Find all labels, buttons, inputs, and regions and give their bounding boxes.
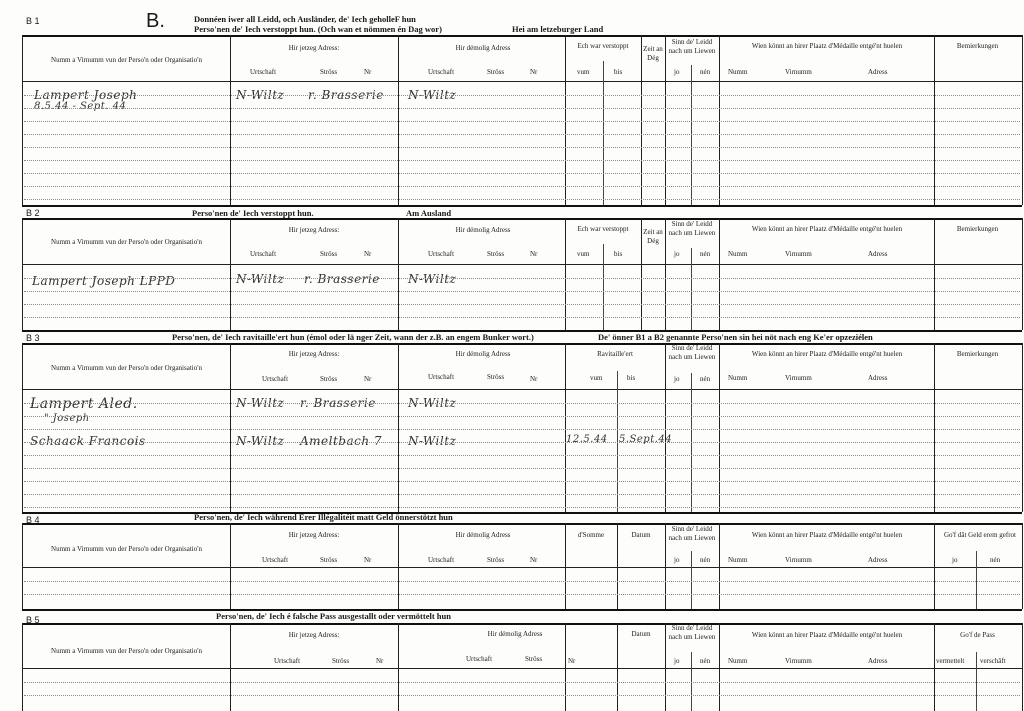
sec3-col-line [565, 343, 566, 512]
sec4-col-line [22, 523, 23, 609]
sec1-writing-line [24, 121, 1020, 122]
sec1-writing-line [24, 95, 1020, 96]
b4-sub-nr-old: Nr [530, 556, 538, 564]
sec3-col-line [1022, 343, 1023, 512]
sec5-col-line [1022, 623, 1023, 711]
sec4-col-line [565, 523, 566, 609]
b2-sub-adress: Adress [868, 250, 888, 258]
b2-sub-numm: Numm [728, 250, 748, 258]
b1-sub-urtschaft: Urtschaft [250, 68, 277, 76]
b4-col-somme: d'Somme [577, 531, 605, 539]
b4-col-name: Numm a Virnumm vun der Perso'n oder Organisatio'n [51, 545, 202, 553]
b4-sub-stross: Ströss [320, 556, 338, 564]
sec1-jo-line [691, 65, 692, 205]
sec3-writing-line [24, 507, 1020, 508]
b1-sub-jo: jo [674, 68, 680, 76]
b4-col-gof: Go'f dât Geld erem gefrot [943, 531, 1016, 539]
b2-sub-vum: vum [577, 250, 590, 258]
b4-col-current: Hir jetzeg Adress: [288, 531, 340, 539]
sec1-col-line [1022, 35, 1023, 205]
sec2-col-line [719, 218, 720, 330]
b1-col-old: Hir démolig Adress [455, 44, 511, 52]
b1-sub-virnumm: Virnumm [785, 68, 812, 76]
b3-sub-stross: Ströss [320, 375, 338, 383]
b4-sub-numm: Numm [728, 556, 748, 564]
b3-entry2-name: Schaack Francois [30, 434, 146, 448]
b2-title: Perso'nen de' Iech verstoppt hun. [192, 208, 314, 218]
sec3-writing-line [24, 494, 1020, 495]
b2-sub-stross: Ströss [320, 250, 338, 258]
b3-sub-adress: Adress [868, 374, 888, 382]
b2-sub-nr-old: Nr [530, 250, 538, 258]
b5-sub-stross-old: Ströss [525, 655, 543, 663]
b2-sub-urtschaft-old: Urtschaft [428, 250, 455, 258]
sec2-writing-line [24, 291, 1020, 292]
sec1-zeit-line [641, 35, 642, 205]
b5-col-sinn: Sinn de' Leidd nach um Liewen [668, 624, 716, 641]
b1-sub-numm: Numm [728, 68, 748, 76]
b2-col-remarks: Bemierkungen [956, 225, 999, 233]
sec5-col-line [719, 623, 720, 711]
b1-entry-name: Lampert Joseph [34, 88, 138, 102]
b4-col-medal: Wien könnt an hirer Plaatz d'Médaille entgé'nt huelen [751, 531, 903, 539]
b4-sub-urtschaft: Urtschaft [262, 556, 289, 564]
sec5-col-line [665, 623, 666, 711]
b1-sub-stross: Ströss [320, 68, 338, 76]
b3-header-rule [22, 389, 1022, 390]
b3-entry1-old: N-Wiltz [408, 396, 457, 410]
b1-sub-nen: nén [700, 68, 711, 76]
b2-entry-name: Lampert Joseph LPPD [32, 274, 176, 288]
b1-col-current: Hir jetzeg Adress: [288, 44, 340, 52]
section-letter: B. [146, 10, 165, 32]
sec2-writing-line [24, 317, 1020, 318]
sec4-col-line [934, 523, 935, 609]
sec4-writing-line [24, 581, 1020, 582]
b2-col-hidden: Ech war verstoppt [577, 225, 629, 233]
b1-col-remarks: Bemierkungen [956, 42, 999, 50]
b1-col-name: Numm a Virnumm vun der Perso'n oder Organisatio'n [51, 56, 202, 64]
b3-sub-nr-old: Nr [530, 375, 538, 383]
b4-title: Perso'nen, de' Iech während Erer Illégalitéit matt Geld önnerstötzt hun [194, 512, 453, 522]
b5-header-rule [22, 668, 1022, 669]
header-title-line1: Donnéen iwer all Leidd, och Ausländer, de' Iech geholleF hun [194, 14, 416, 24]
b1-sub-bis: bis [614, 68, 623, 76]
b2-sub-virnumm: Virnumm [785, 250, 812, 258]
b2-entry-street: r. Brasserie [304, 272, 380, 286]
sec5-writing-line [24, 695, 1020, 696]
b3-entry2-to: 5.Sept.44 [619, 434, 673, 445]
b4-sub-nr: Nr [364, 556, 372, 564]
sec2-zeit-line [641, 218, 642, 330]
b2-sub-jo: jo [674, 250, 680, 258]
b5-col-current: Hir jetzeg Adress: [288, 631, 340, 639]
b4-header-rule [22, 567, 1022, 568]
sec4-col-line [1022, 523, 1023, 609]
sec2-col-line [1022, 218, 1023, 330]
b2-entry-current: N-Wiltz [236, 272, 285, 286]
sec1-writing-line [24, 160, 1020, 161]
sec2-col-line [22, 218, 23, 330]
sec3-col-line [934, 343, 935, 512]
b5-sub-jo: jo [674, 657, 680, 665]
b1-bottom-rule [22, 205, 1022, 207]
b5-sub-adress: Adress [868, 657, 888, 665]
sec4-datum-line [617, 523, 618, 609]
sec2-col-line [565, 218, 566, 330]
sec1-vum-line [603, 61, 604, 205]
b5-sub-nr: Nr [376, 657, 384, 665]
b5-sub-verschaft: verschâft [980, 657, 1006, 665]
section-b2-label: B 2 [26, 208, 40, 218]
sec5-col-line [230, 623, 231, 711]
b5-sub-vermettelt: vermettelt [936, 657, 965, 665]
b5-sub-urtschaft: Urtschaft [274, 657, 301, 665]
sec1-writing-line [24, 199, 1020, 200]
b4-sub-nen-gof: nén [990, 556, 1001, 564]
sec4-col-line [665, 523, 666, 609]
sec1-writing-line [24, 108, 1020, 109]
sec1-col-line [719, 35, 720, 205]
sec2-col-line [398, 218, 399, 330]
b3-title: Perso'nen, de' Iech ravitaille'ert hun (émol oder lä nger Zeit, wann der z.B. an engem Bunker wort.) [172, 332, 534, 342]
sec3-writing-line [24, 468, 1020, 469]
sec3-col-line [665, 343, 666, 512]
sec1-col-line [230, 35, 231, 205]
b4-sub-adress: Adress [868, 556, 888, 564]
b1-sub-vum: vum [577, 68, 590, 76]
sec5-datum-line [617, 623, 618, 711]
b3-col-medal: Wien könnt an hirer Plaatz d'Médaille entgé'nt huelen [751, 350, 903, 358]
b5-col-name: Numm a Virnumm vun der Perso'n oder Organisatio'n [51, 647, 202, 655]
b3-entry2-street: Ameltbach 7 [300, 434, 383, 448]
sec5-col-line [934, 623, 935, 711]
section-b4-label: B 4 [26, 515, 40, 525]
sec3-writing-line [24, 403, 1020, 404]
b4-sub-stross-old: Ströss [487, 556, 505, 564]
b2-title-right: Am Ausland [406, 208, 452, 218]
sec1-col-line [22, 35, 23, 205]
sec1-col-line [565, 35, 566, 205]
b3-sub-urtschaft: Urtschaft [262, 375, 289, 383]
b2-header-rule [22, 264, 1022, 265]
sec1-writing-line [24, 134, 1020, 135]
b5-sub-stross: Ströss [332, 657, 350, 665]
sec3-writing-line [24, 416, 1020, 417]
b4-top-rule [22, 523, 1022, 525]
b3-sub-nen: nén [700, 375, 711, 383]
b3-sub-numm: Numm [728, 374, 748, 382]
sec3-col-line [230, 343, 231, 512]
sec4-jo-line [691, 551, 692, 609]
b3-col-name: Numm a Virnumm vun der Perso'n oder Organisatio'n [51, 364, 202, 372]
b2-sub-nr: Nr [364, 250, 372, 258]
b1-header-rule [22, 81, 1022, 82]
sec4-col-line [398, 523, 399, 609]
b3-sub-stross-old: Ströss [487, 373, 505, 381]
b1-entry-old: N-Wiltz [408, 88, 457, 102]
b1-sub-nr-old: Nr [530, 68, 538, 76]
section-b3-label: B 3 [26, 333, 40, 343]
b3-col-old: Hir démolig Adress [455, 350, 511, 358]
b3-sub-vum: vum [590, 374, 603, 382]
sec5-col-line [22, 623, 23, 711]
b1-entry-current: N-Wiltz [236, 88, 285, 102]
b5-title: Perso'nen, de' Iech é falsche Pass ausgestallt oder vermöttelt hun [216, 611, 451, 621]
b3-col-sinn: Sinn de' Leidd nach um Liewen [668, 344, 716, 361]
b1-top-rule [22, 35, 1022, 37]
b3-entry2-from: 12.5.44 [566, 434, 608, 445]
b1-sub-nr: Nr [364, 68, 372, 76]
sec2-col-line [665, 218, 666, 330]
sec3-writing-line [24, 442, 1020, 443]
b3-entry2-old: N-Wiltz [408, 434, 457, 448]
b3-entry1-current: N-Wiltz [236, 396, 285, 410]
b5-sub-numm: Numm [728, 657, 748, 665]
b1-col-hidden: Ech war verstoppt [577, 42, 629, 50]
sec5-col-line [565, 623, 566, 711]
sec3-writing-line [24, 481, 1020, 482]
b3-col-ravit: Ravitaille'ert [597, 350, 633, 358]
b1-col-zeit: Zeit an Dég [643, 45, 663, 62]
b3-col-current: Hir jetzeg Adress: [288, 350, 340, 358]
b5-sub-virnumm: Virnumm [785, 657, 812, 665]
b3-entry1-name2: " Joseph [44, 413, 90, 424]
sec1-writing-line [24, 186, 1020, 187]
b1-sub-adress: Adress [868, 68, 888, 76]
sec2-writing-line [24, 278, 1020, 279]
b3-sub-virnumm: Virnumm [785, 374, 812, 382]
b1-col-sinn: Sinn de' Leidd nach um Liewen [668, 38, 716, 55]
b3-col-remarks: Bemierkungen [956, 350, 999, 358]
b1-sub-urtschaft-old: Urtschaft [428, 68, 455, 76]
b2-sub-stross-old: Ströss [487, 250, 505, 258]
sec4-gof-line [976, 551, 977, 609]
b3-sub-jo: jo [674, 375, 680, 383]
b3-sub-urtschaft-old: Urtschaft [428, 373, 455, 381]
sec5-col-line [398, 623, 399, 711]
b2-col-old: Hir démolig Adress [455, 226, 511, 234]
b4-sub-nen: nén [700, 556, 711, 564]
sec3-col-line [719, 343, 720, 512]
b2-col-name: Numm a Virnumm vun der Perso'n oder Organisatio'n [51, 238, 202, 246]
b2-entry-old: N-Wiltz [408, 272, 457, 286]
b4-sub-virnumm: Virnumm [785, 556, 812, 564]
b3-sub-nr: Nr [364, 375, 372, 383]
b3-bottom-rule [22, 512, 1022, 514]
b5-sub-urtschaft-old: Urtschaft [466, 655, 493, 663]
b3-sub-bis: bis [627, 374, 636, 382]
b4-col-old: Hir démolig Adress [455, 531, 511, 539]
sec2-col-line [934, 218, 935, 330]
b4-col-sinn: Sinn de' Leidd nach um Liewen [668, 525, 716, 542]
b3-entry1-street: r. Brasserie [300, 396, 376, 410]
b4-sub-jo: jo [674, 556, 680, 564]
b5-sub-nr-old: Nr [568, 657, 576, 665]
sec1-col-line [665, 35, 666, 205]
header-title-line2-right: Hei am letzeburger Land [512, 24, 604, 34]
b2-sub-bis: bis [614, 250, 623, 258]
b3-entry2-current: N-Wiltz [236, 434, 285, 448]
header-title-line2: Perso'nen de' Iech verstoppt hun. (Och wan et nömmen én Dag wor) [194, 24, 442, 34]
b3-top-rule [22, 343, 1022, 345]
b2-top-rule [22, 218, 1022, 220]
sec2-writing-line [24, 304, 1020, 305]
b4-bottom-rule [22, 609, 1022, 611]
sec3-writing-line [24, 455, 1020, 456]
b2-sub-urtschaft: Urtschaft [250, 250, 277, 258]
b4-sub-urtschaft-old: Urtschaft [428, 556, 455, 564]
b3-title-right: De' önner B1 a B2 genannte Perso'nen sin hei nöt nach eng Ke'er opzeziélen [598, 332, 873, 342]
sec3-col-line [22, 343, 23, 512]
sec1-col-line [934, 35, 935, 205]
b5-sub-nen: nén [700, 657, 711, 665]
b2-col-zeit: Zeit an Dég [643, 228, 663, 245]
sec5-writing-line [24, 682, 1020, 683]
b4-col-datum: Datum [631, 531, 651, 539]
sec1-col-line [398, 35, 399, 205]
sec3-col-line [398, 343, 399, 512]
b1-entry-dates: 8.5.44 - Sept. 44 [34, 101, 127, 112]
sec2-col-line [230, 218, 231, 330]
b5-col-old: Hir démolig Adress [487, 630, 543, 638]
b2-col-current: Hir jetzeg Adress: [288, 226, 340, 234]
b3-entry1-name: Lampert Aled. [30, 396, 138, 412]
sec4-col-line [719, 523, 720, 609]
b4-sub-jo-gof: jo [952, 556, 958, 564]
sec1-writing-line [24, 147, 1020, 148]
b1-col-medal: Wien könnt an hirer Plaatz d'Médaille entgé'nt huelen [751, 42, 903, 50]
b2-col-sinn: Sinn de' Leidd nach um Liewen [668, 220, 716, 237]
b5-col-medal: Wien könnt an hirer Plaatz d'Médaille entgé'nt huelen [751, 631, 903, 639]
b1-sub-stross-old: Ströss [487, 68, 505, 76]
b5-col-pass: Go'f de Pass [960, 631, 995, 639]
b2-sub-nen: nén [700, 250, 711, 258]
b5-top-rule [22, 623, 1022, 625]
sec1-writing-line [24, 173, 1020, 174]
b2-col-medal: Wien könnt an hirer Plaatz d'Médaille entgé'nt huelen [751, 225, 903, 233]
b1-entry-street: r. Brasserie [308, 88, 384, 102]
sec3-writing-line [24, 429, 1020, 430]
sec4-col-line [230, 523, 231, 609]
b5-col-datum: Datum [631, 630, 651, 638]
section-b1-label: B 1 [26, 16, 40, 26]
section-b5-label: B 5 [26, 615, 40, 625]
sec4-writing-line [24, 594, 1020, 595]
